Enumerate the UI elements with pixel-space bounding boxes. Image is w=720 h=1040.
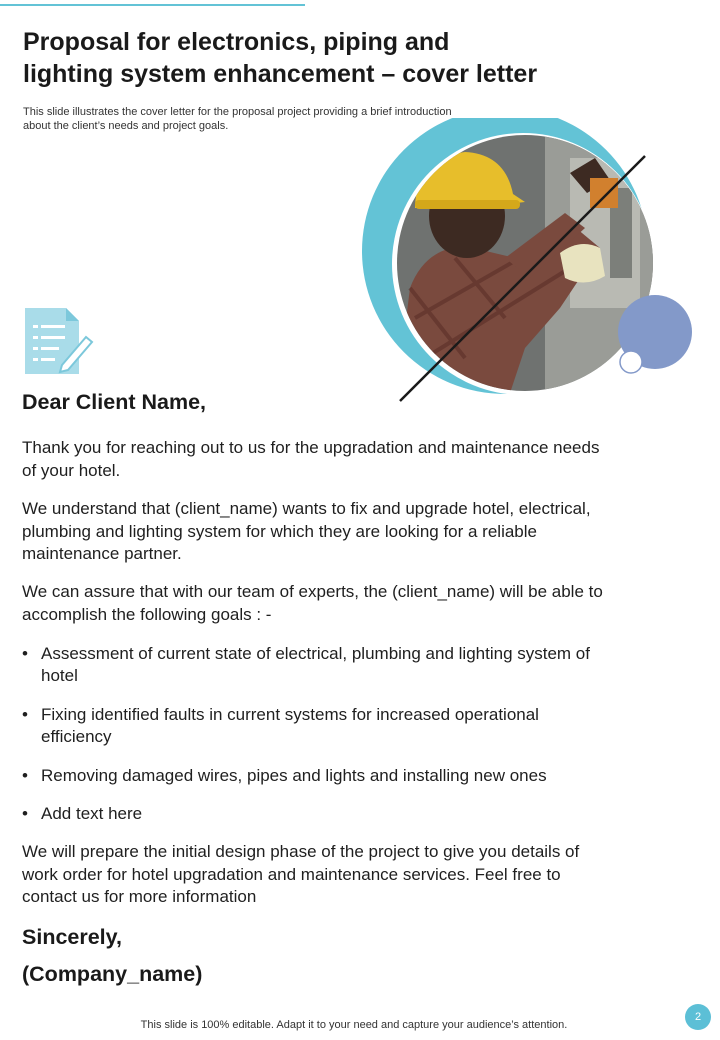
paragraph-line: We understand that (client_name) wants to fix and upgrade hotel, electrical, [22, 499, 591, 518]
goal-list-item [22, 704, 672, 748]
paragraph-line: maintenance partner. [22, 544, 182, 563]
document-pen-icon [24, 307, 94, 375]
title-line: lighting system enhancement – cover letter [23, 60, 538, 88]
letter-paragraph [22, 581, 672, 626]
bullet-dot: • [22, 804, 28, 823]
letter-greeting: Dear Client Name, [22, 390, 207, 414]
subtitle-line: about the client’s needs and project goals. [23, 120, 229, 132]
bullet-dot: • [22, 705, 28, 724]
bullet-line: Assessment of current state of electrical, plumbing and lighting system of [41, 644, 590, 663]
page-title [23, 26, 623, 90]
company-name: (Company_name) [22, 962, 203, 986]
bullet-line: hotel [41, 666, 78, 685]
paragraph-line: We will prepare the initial design phase of the project to give you details of [22, 842, 580, 861]
electrician-photo [355, 118, 705, 408]
paragraph-line: of your hotel. [22, 460, 121, 480]
title-line: Proposal for electronics, piping and [23, 28, 450, 56]
footer-note: This slide is 100% editable. Adapt it to your need and capture your audience’s attention. [140, 1019, 568, 1031]
bullet-line: Fixing identified faults in current systems for increased operational [41, 705, 539, 724]
bullet-dot: • [22, 644, 28, 663]
subtitle-line: This slide illustrates the cover letter for the proposal project providing a brief introduction [23, 106, 452, 118]
paragraph-line: accomplish the following goals : - [22, 604, 272, 624]
bullet-dot: • [22, 766, 28, 785]
letter-closing-paragraph [22, 841, 672, 909]
paragraph-line: We can assure that with our team of experts, the (client_name) will be able to [22, 582, 603, 601]
paragraph-line: Thank you for reaching out to us for the upgradation and maintenance needs [22, 438, 600, 457]
goal-list-item [22, 643, 672, 687]
goal-list-item [22, 803, 672, 825]
bullet-line: Add text here [41, 804, 143, 823]
top-accent-rule [0, 4, 305, 6]
paragraph-line: plumbing and lighting system for which they are looking for a reliable [22, 521, 537, 541]
paragraph-line: work order for hotel upgradation and maintenance services. Feel free to [22, 864, 561, 884]
bullet-line: efficiency [41, 727, 112, 746]
goal-list-item [22, 765, 672, 787]
letter-paragraph [22, 437, 672, 482]
bullet-line: Removing damaged wires, pipes and lights and installing new ones [41, 766, 547, 785]
letter-paragraph [22, 498, 672, 566]
page-number-badge: 2 [685, 1004, 711, 1030]
paragraph-line: contact us for more information [22, 887, 257, 906]
decorative-circle-small [620, 351, 642, 373]
letter-sign-off: Sincerely, [22, 925, 122, 949]
